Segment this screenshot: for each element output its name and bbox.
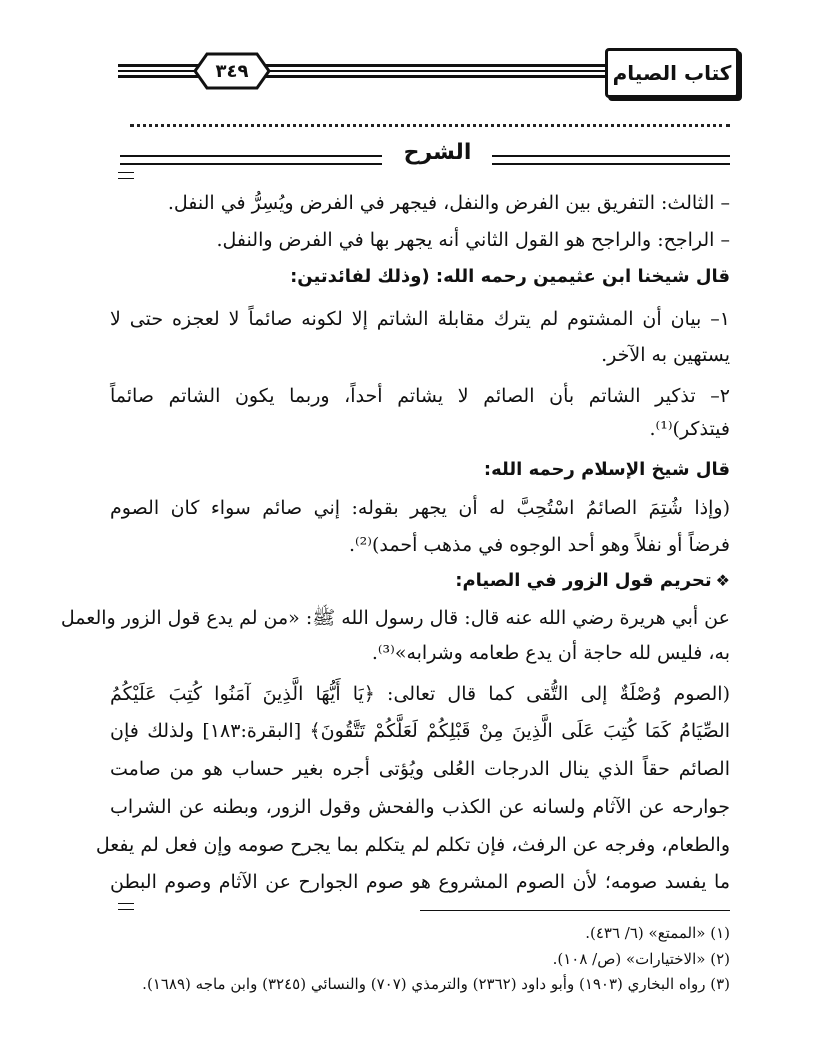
text-line-15: الصِّيَامُ كَمَا كُتِبَ عَلَى الَّذِينَ مِنْ قَبْلِكُمْ لَعَلَّكُمْ تَتَّقُونَ﴾ [البقرة:١٨٣] ولذلك فإن bbox=[110, 720, 730, 742]
page-number-badge bbox=[193, 52, 271, 90]
page-number: ٣٤٩ bbox=[215, 60, 249, 82]
header-rule bbox=[118, 60, 608, 84]
text-line-7: فيتذكر)⁽¹⁾. bbox=[649, 418, 730, 440]
text-line-5: يستهين به الآخر. bbox=[601, 344, 730, 366]
text-line-12: عن أبي هريرة رضي الله عنه قال: قال رسول الله ﷺ: «من لم يدع قول الزور والعمل bbox=[60, 607, 730, 629]
subheading bbox=[110, 566, 730, 596]
footnote-3: (٣) رواه البخاري (١٩٠٣) وأبو داود (٢٣٦٢) والترمذي (٧٠٧) والنسائي (٣٢٤٥) وابن ماجه (١٦٨٩). bbox=[142, 975, 730, 993]
text-line-3: قال شيخنا ابن عثيمين رحمه الله: (وذلك لفائدتين: bbox=[290, 266, 730, 287]
footnote-rule bbox=[420, 910, 730, 911]
title-rule-left bbox=[120, 155, 382, 165]
book-title-box bbox=[605, 48, 739, 98]
text-line-17: جوارحه عن الآثام ولسانه عن الكذب والفحش وقول الزور، وبطنه عن الشراب bbox=[110, 796, 730, 818]
subheading-text: تحريم قول الزور في الصيام: bbox=[455, 570, 712, 591]
text-line-14: (الصوم وُصْلَةٌ إلى التُّقى كما قال تعالى: ﴿يَا أَيُّهَا الَّذِينَ آمَنُوا كُتِبَ عَلَيْكُمُ bbox=[110, 683, 730, 705]
footnote-2: (٢) «الاختيارات» (ص/ ١٠٨). bbox=[552, 950, 730, 968]
diamond-bullet-icon: ❖ bbox=[715, 571, 730, 590]
margin-mark-top bbox=[118, 172, 134, 179]
title-rule-right bbox=[492, 155, 730, 165]
text-line-9: (وإذا شُتِمَ الصائمُ اسْتُحِبَّ له أن يجهر بقوله: إني صائم سواء كان الصوم bbox=[110, 497, 730, 519]
text-line-6: ٢– تذكير الشاتم بأن الصائم لا يشاتم أحداً، وربما يكون الشاتم صائماً bbox=[110, 385, 730, 407]
text-line-8: قال شيخ الإسلام رحمه الله: bbox=[483, 459, 730, 480]
text-line-10: فرضاً أو نفلاً وهو أحد الوجوه في مذهب أحمد)⁽²⁾. bbox=[348, 534, 730, 556]
text-line-4: ١– بيان أن المشتوم لم يترك مقابلة الشاتم إلا لكونه صائماً لا لعجزه حتى لا bbox=[110, 308, 730, 330]
book-title: كتاب الصيام bbox=[612, 61, 732, 85]
footnote-1: (١) «الممتع» (٦/ ٤٣٦). bbox=[585, 924, 730, 942]
text-line-19: ما يفسد صومه؛ لأن الصوم المشروع هو صوم الجوارح عن الآثام وصوم البطن bbox=[110, 871, 730, 893]
text-line-13: به، فليس لله حاجة أن يدع طعامه وشرابه»⁽³⁾. bbox=[371, 642, 730, 664]
dotted-divider bbox=[130, 124, 730, 131]
text-line-16: الصائم حقاً الذي ينال الدرجات العُلى ويُؤتى أجره بغير حساب هو من صامت bbox=[110, 758, 730, 780]
section-title: الشرح bbox=[403, 140, 472, 165]
text-line-2: – الراجح: والراجح هو القول الثاني أنه يجهر بها في الفرض والنفل. bbox=[216, 229, 730, 251]
text-line-1: – الثالث: التفريق بين الفرض والنفل، فيجهر في الفرض ويُسِرُّ في النفل. bbox=[167, 192, 730, 214]
margin-mark-bottom bbox=[118, 903, 134, 910]
text-line-18: والطعام، وفرجه عن الرفث، فإن تكلم لم يتكلم بما يجرح صومه وإن فعل لم يفعل bbox=[95, 834, 730, 856]
